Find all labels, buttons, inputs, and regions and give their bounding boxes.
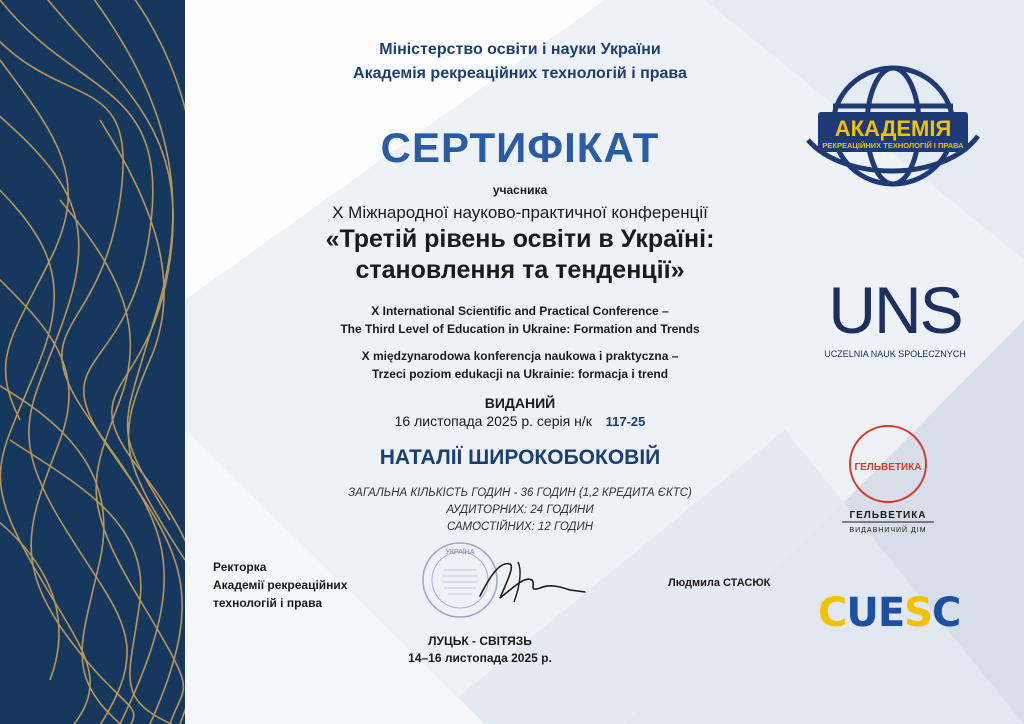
academy-logo — [804, 62, 982, 190]
conference-title-line1: «Третій рівень освіти в Україні: — [325, 225, 715, 253]
academy-logo-text: АКАДЕМІЯ — [834, 116, 952, 141]
participant-label: учасника — [492, 183, 548, 197]
cuesc-letter-e: E — [877, 590, 905, 636]
location-place: ЛУЦЬК - СВІТЯЗЬ — [428, 634, 532, 648]
academy-logo-subtitle: РЕКРЕАЦІЙНИХ ТЕХНОЛОГІЙ І ПРАВА — [822, 141, 964, 150]
helvetica-logo-mark: ГЕЛЬВЕТИКА — [854, 462, 922, 473]
conference-name-ua: X Міжнародної науково-практичної конференції — [332, 203, 708, 222]
helvetica-logo-subtitle: ВИДАВНИЧИЙ ДІМ — [849, 527, 927, 534]
issued-label: ВИДАНИЙ — [484, 395, 556, 411]
decorative-gold-pattern-panel — [0, 0, 185, 724]
hours-classroom: АУДИТОРНИХ: 24 ГОДИНИ — [446, 504, 594, 516]
conference-pl-line2: Trzeci poziom edukacji na Ukrainie: formacja i trend — [371, 367, 669, 381]
issue-line — [260, 413, 780, 429]
uns-logo — [815, 265, 975, 365]
rector-line1: Ректорка — [213, 560, 267, 574]
certificate-title: СЕРТИФІКАТ — [380, 124, 660, 171]
cuesc-letter-u: U — [846, 590, 878, 636]
cuesc-letter-s: S — [904, 590, 932, 636]
conference-title — [230, 224, 810, 286]
hours-block — [230, 485, 810, 536]
cuesc-logo — [818, 590, 960, 636]
cuesc-letter-c2: C — [931, 590, 961, 636]
handwritten-signature — [470, 556, 590, 606]
helvetica-logo — [838, 420, 958, 540]
rector-line3: технологій і права — [213, 596, 322, 610]
location-block — [380, 633, 580, 667]
ministry-name: Міністерство освіти і науки України — [379, 41, 661, 58]
series-number: 117-25 — [605, 414, 646, 429]
hours-independent: САМОСТІЙНИХ: 12 ГОДИН — [446, 521, 594, 533]
cuesc-letter-c1: C — [818, 590, 847, 636]
conference-pl-line1: X międzynarodowa konferencja naukowa i praktyczna – — [361, 349, 679, 363]
uns-logo-subtitle: UCZELNIA NAUK SPOŁECZNYCH — [824, 349, 966, 359]
ministry-header — [300, 38, 740, 86]
location-dates: 14–16 листопада 2025 р. — [408, 651, 552, 665]
conference-name-en — [230, 302, 810, 338]
signatory-name: Людмила СТАСЮК — [668, 577, 771, 589]
conference-name-pl — [230, 347, 810, 383]
gold-swirl-pattern — [0, 0, 185, 724]
hours-total: ЗАГАЛЬНА КІЛЬКІСТЬ ГОДИН - 36 ГОДИН (1,2 КРЕДИТА ЄКТС) — [348, 487, 692, 499]
uns-logo-mark: UNS — [828, 273, 962, 347]
recipient-name: НАТАЛІЇ ШИРОКОБОКОВІЙ — [379, 446, 661, 469]
rector-line2: Академії рекреаційних — [213, 578, 348, 592]
conference-en-line1: X International Scientific and Practical Conference – — [371, 304, 669, 318]
academy-name: Академія рекреаційних технологій і права — [353, 65, 687, 82]
conference-en-line2: The Third Level of Education in Ukraine: Formation and Trends — [340, 322, 700, 336]
issue-date: 16 листопада 2025 р. серія н/к — [394, 413, 592, 429]
helvetica-logo-name: ГЕЛЬВЕТИКА — [849, 510, 927, 521]
conference-title-line2: становлення та тенденції» — [355, 256, 685, 284]
rector-title — [213, 558, 347, 612]
stamp-text: УКРАЇНА — [445, 549, 475, 556]
